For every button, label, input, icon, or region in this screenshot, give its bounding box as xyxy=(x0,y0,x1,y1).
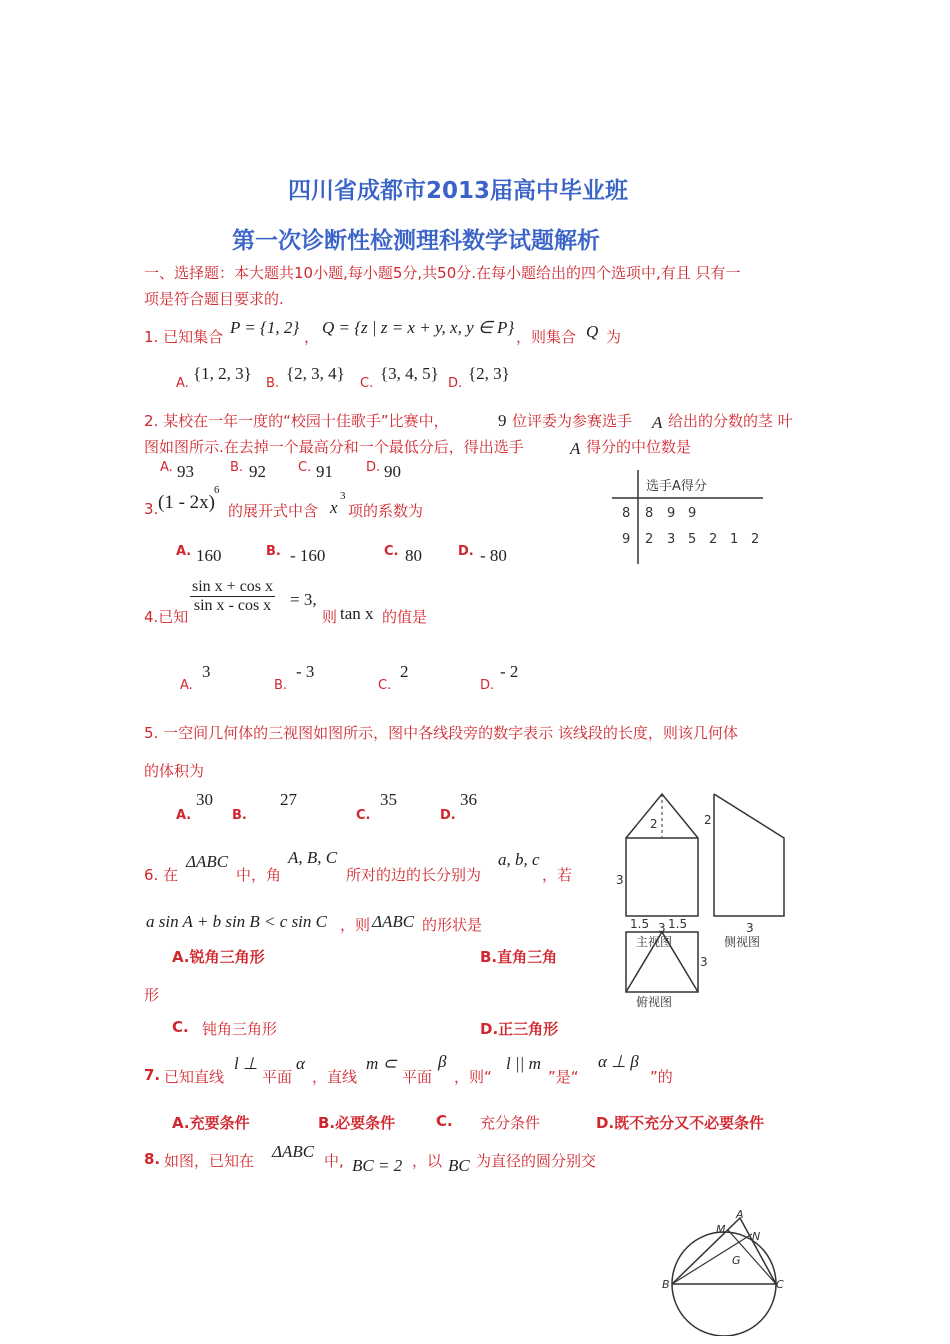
front-width: 3 xyxy=(658,921,666,935)
label-m: M xyxy=(716,1223,726,1236)
side-roof-height: 2 xyxy=(704,813,712,827)
label-b: B xyxy=(662,1278,670,1291)
q7-text-c: ，直线 xyxy=(312,1068,358,1086)
q2-option-a: 93 xyxy=(177,462,194,481)
q7-text-f: ”是“ xyxy=(548,1068,579,1086)
q6-text-c: ，若 xyxy=(542,866,573,884)
q2-a2: A xyxy=(570,439,581,458)
q3-text-b: 项的系数为 xyxy=(348,502,424,520)
q2-line1-a: 2. 某校在一年一度的“校园十佳歌手”比赛中， xyxy=(144,412,449,430)
q1-suffix2: 为 xyxy=(606,328,622,346)
q3-x3-exp: 3 xyxy=(340,490,346,502)
q4-denominator: sin x - cos x xyxy=(193,597,272,614)
q7-text-a: 已知直线 xyxy=(164,1068,225,1086)
q2-line1-b: 位评委为参赛选手 xyxy=(512,412,633,430)
q4-option-b-label: B. xyxy=(274,678,288,693)
q4-text-b: 的值是 xyxy=(382,608,428,626)
q6-option-d: D.正三角形 xyxy=(480,1020,559,1038)
q3-option-a: 160 xyxy=(196,546,222,565)
q2-option-a-label: A. xyxy=(160,460,173,475)
three-view-figure xyxy=(612,788,792,1010)
q6-option-a-text: A.锐角三角形 xyxy=(172,948,265,966)
q1-qvar: Q xyxy=(586,322,599,341)
q2-option-b-label: B. xyxy=(230,460,244,475)
q1-option-b: {2, 3, 4} xyxy=(286,364,345,383)
q5-option-d-label: D. xyxy=(440,808,456,823)
q4-eq: = 3, xyxy=(290,590,317,609)
q6-prefix: 6. 在 xyxy=(144,866,179,884)
q1-comma: ， xyxy=(304,328,320,346)
leaf-9-4: 1 xyxy=(730,532,739,547)
side-width: 3 xyxy=(746,921,754,935)
q1-option-a: {1, 2, 3} xyxy=(193,364,252,383)
q7-beta: β xyxy=(438,1052,447,1071)
leaf-9-1: 3 xyxy=(667,532,676,547)
q7-text-g: ”的 xyxy=(650,1068,673,1086)
q3-option-d-label: D. xyxy=(458,544,474,559)
q8-text-b: 中, xyxy=(324,1152,344,1170)
leaf-8-0: 8 xyxy=(645,506,654,521)
q3-option-c-label: C. xyxy=(384,544,399,559)
q7-option-a: A.充要条件 xyxy=(172,1114,250,1132)
q3-x3: x xyxy=(330,498,338,517)
q7-prefix: 7. xyxy=(144,1066,161,1084)
q3-option-b-label: B. xyxy=(266,544,281,559)
front-view-square xyxy=(626,838,698,916)
top-depth: 3 xyxy=(700,955,708,969)
q7-alpha: α xyxy=(296,1054,305,1073)
q3-prefix: 3. xyxy=(144,500,159,518)
q6-option-c-label: C. xyxy=(172,1018,189,1036)
q5-line2: 的体积为 xyxy=(144,762,205,780)
front-view-label: 主视图 xyxy=(636,935,673,949)
label-n: N xyxy=(752,1230,761,1243)
label-a: A xyxy=(736,1208,744,1221)
q4-fraction xyxy=(190,578,275,615)
q4-option-c: 2 xyxy=(400,662,409,681)
q7-text-e: ，则“ xyxy=(454,1068,492,1086)
label-c: C xyxy=(776,1278,784,1291)
q2-line1-c: 给出的分数的茎 叶 xyxy=(668,412,793,430)
q8-text-d: 为直径的圆分别交 xyxy=(476,1152,597,1170)
front-side-height: 3 xyxy=(616,873,624,887)
stem-9: 9 xyxy=(622,532,631,547)
q5-option-c: 35 xyxy=(380,790,397,809)
q8-bc: BC = 2 xyxy=(352,1156,403,1175)
q6-option-c: 钝角三角形 xyxy=(202,1020,278,1038)
q7-ab: α ⊥ β xyxy=(598,1052,639,1071)
q4-prefix: 4.已知 xyxy=(144,608,189,626)
q7-option-c: 充分条件 xyxy=(480,1114,541,1132)
section-instructions-line1: 一、选择题：本大题共10小题,每小题5分,共50分.在每小题给出的四个选项中,有且 只有一 xyxy=(144,264,741,282)
q8-bc2: BC xyxy=(448,1156,470,1175)
q6-text-b: 所对的边的长分别为 xyxy=(346,866,482,884)
q3-text-a: 的展开式中含 xyxy=(228,502,319,520)
q5-line1: 5. 一空间几何体的三视图如图所示，图中各线段旁的数字表示 该线段的长度，则该几何体 xyxy=(144,724,738,742)
q2-option-d: 90 xyxy=(384,462,401,481)
circle-figure xyxy=(660,1206,790,1336)
leaf-8-1: 9 xyxy=(667,506,676,521)
q3-expr: (1 - 2x) xyxy=(158,492,215,513)
top-view-label: 俯视图 xyxy=(636,995,673,1009)
q6-text-a: 中，角 xyxy=(236,866,282,884)
q6-tri2: ΔABC xyxy=(372,912,415,931)
q6-option-b-cont: 形 xyxy=(144,986,160,1004)
q8-text-a: 如图，已知在 xyxy=(164,1152,255,1170)
q5-option-d: 36 xyxy=(460,790,477,809)
q6-text-e: 的形状是 xyxy=(422,916,483,934)
q2-option-c-label: C. xyxy=(298,460,312,475)
q2-line2-a: 图如图所示.在去掉一个最高分和一个最低分后，得出选手 xyxy=(144,438,524,456)
title-line-1: 四川省成都市2013届高中毕业班 xyxy=(288,178,629,204)
q5-option-c-label: C. xyxy=(356,808,371,823)
q3-exp: 6 xyxy=(214,484,220,496)
leaf-9-0: 2 xyxy=(645,532,654,547)
q6-angles: A, B, C xyxy=(288,848,338,867)
side-view-shape xyxy=(714,794,784,916)
q1-option-d: {2, 3} xyxy=(468,364,510,383)
leaf-9-3: 2 xyxy=(709,532,718,547)
q8-prefix: 8. xyxy=(144,1150,161,1168)
q1-option-a-label: A. xyxy=(176,376,189,391)
q1-suffix: ，则集合 xyxy=(516,328,577,346)
q5-option-a: 30 xyxy=(196,790,213,809)
q4-option-d-label: D. xyxy=(480,678,495,693)
q1-option-c: {3, 4, 5} xyxy=(380,364,439,383)
q1-prefix: 1. 已知集合 xyxy=(144,328,224,346)
q4-option-a: 3 xyxy=(202,662,211,681)
label-g: G xyxy=(732,1254,741,1267)
q6-condition: a sin A + b sin B < c sin C xyxy=(146,912,327,931)
top-half-width-right: 1.5 xyxy=(668,917,688,931)
q4-option-d: - 2 xyxy=(500,662,519,681)
q3-option-b: - 160 xyxy=(290,546,326,565)
q1-set-q: Q = {z | z = x + y, x, y ∈ P} xyxy=(322,318,515,337)
q1-option-b-label: B. xyxy=(266,376,280,391)
q1-set-p: P = {1, 2} xyxy=(230,318,300,337)
front-roof-height: 2 xyxy=(650,817,658,831)
q2-nine: 9 xyxy=(498,411,507,430)
q7-option-c-label: C. xyxy=(436,1112,453,1130)
q7-option-d: D.既不充分又不必要条件 xyxy=(596,1114,765,1132)
q3-option-a-label: A. xyxy=(176,544,192,559)
q6-text-d: ，则 xyxy=(340,916,371,934)
q8-tri: ΔABC xyxy=(272,1142,315,1161)
q6-sides: a, b, c xyxy=(498,850,540,869)
q7-text-d: 平面 xyxy=(402,1068,433,1086)
top-half-width-left: 1.5 xyxy=(630,917,650,931)
q4-option-a-label: A. xyxy=(180,678,193,693)
q2-a: A xyxy=(652,413,663,432)
q2-line2-b: 得分的中位数是 xyxy=(586,438,692,456)
leaf-9-5: 2 xyxy=(751,532,760,547)
stem-leaf-header: 选手A得分 xyxy=(646,479,707,494)
q5-option-b: 27 xyxy=(280,790,297,809)
q2-option-c: 91 xyxy=(316,462,333,481)
section-instructions-line2: 项是符合题目要求的. xyxy=(144,290,284,308)
q7-text-b: 平面 xyxy=(262,1068,293,1086)
q2-option-b: 92 xyxy=(249,462,266,481)
q1-option-d-label: D. xyxy=(448,376,463,391)
stem-leaf-figure xyxy=(608,470,768,566)
q7-option-b: B.必要条件 xyxy=(318,1114,396,1132)
title-line-2: 第一次诊断性检测理科数学试题解析 xyxy=(232,228,600,254)
q4-option-b: - 3 xyxy=(296,662,315,681)
q7-l: l ⊥ xyxy=(234,1054,258,1073)
q3-option-c: 80 xyxy=(405,546,422,565)
q3-option-d: - 80 xyxy=(480,546,507,565)
q8-text-c: ，以 xyxy=(412,1152,443,1170)
q6-option-b xyxy=(480,946,557,967)
q4-option-c-label: C. xyxy=(378,678,392,693)
q4-tan: tan x xyxy=(340,604,374,623)
q4-text-a: 则 xyxy=(322,608,338,626)
q5-option-b-label: B. xyxy=(232,808,247,823)
stem-8: 8 xyxy=(622,506,631,521)
q4-numerator: sin x + cos x xyxy=(192,578,274,595)
q6-option-b-text: B.直角三角 xyxy=(480,948,558,966)
q1-option-c-label: C. xyxy=(360,376,374,391)
q6-option-a xyxy=(172,946,265,967)
side-view-label: 侧视图 xyxy=(724,935,761,949)
leaf-9-2: 5 xyxy=(688,532,697,547)
q5-option-a-label: A. xyxy=(176,808,192,823)
q7-lm: l || m xyxy=(506,1054,541,1073)
q2-option-d-label: D. xyxy=(366,460,381,475)
leaf-8-2: 9 xyxy=(688,506,697,521)
q7-m: m ⊂ xyxy=(366,1054,397,1073)
q6-tri: ΔABC xyxy=(186,852,229,871)
